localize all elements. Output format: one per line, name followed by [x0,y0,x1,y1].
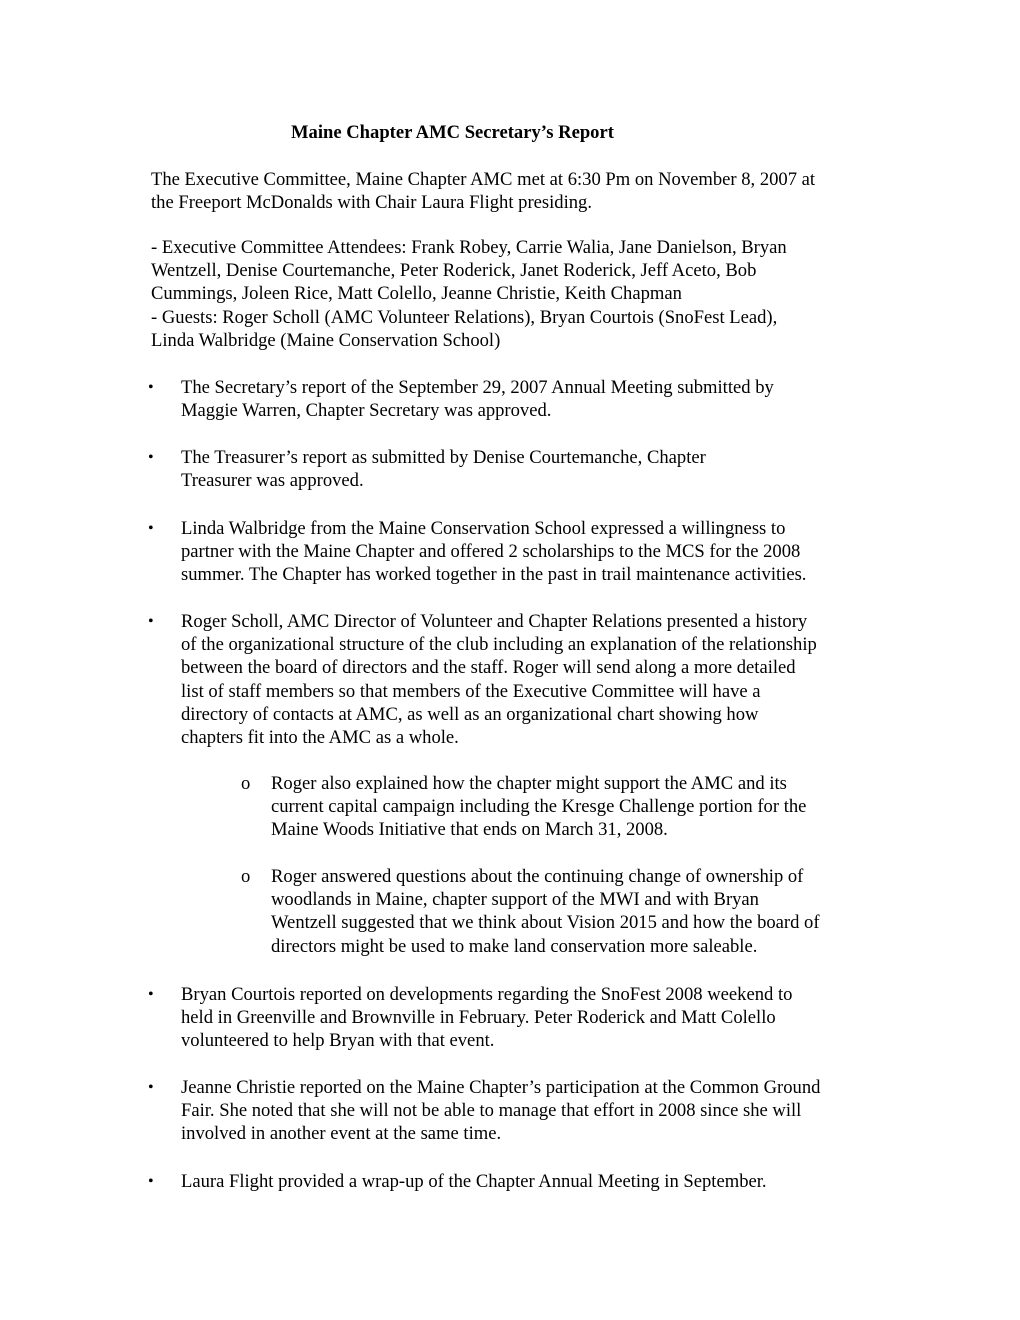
text-line: Roger Scholl, AMC Director of Volunteer and Chapter Relations presented a history [181,611,808,632]
text-line: partner with the Maine Chapter and offered 2 scholarships to the MCS for the 2008 [181,541,801,563]
sub-list-item [271,865,820,958]
text-line: Roger answered questions about the continuing change of ownership of [271,866,804,887]
text-line: Bryan Courtois reported on developments regarding the SnoFest 2008 weekend to [181,984,793,1005]
sub-bullet-icon: o [241,773,251,794]
text-line: list of staff members so that members of the Executive Committee will have a [181,680,761,702]
list-item [181,517,806,587]
bullet-icon: • [148,379,154,396]
bullet-icon: • [148,520,154,537]
attendees-paragraph [151,236,787,352]
sub-list-item [271,772,806,842]
text-line: - Executive Committee Attendees: Frank Robey, Carrie Walia, Jane Danielson, Bryan [151,237,787,258]
intro-paragraph [151,168,815,214]
text-line: directory of contacts at AMC, as well as an organizational chart showing how [181,703,759,725]
text-line: Cummings, Joleen Rice, Matt Colello, Jeanne Christie, Keith Chapman [151,283,682,305]
text-line: between the board of directors and the staff. Roger will send along a more detailed [181,657,796,679]
text-line: Jeanne Christie reported on the Maine Chapter’s participation at the Common Ground [181,1077,821,1098]
text-line: The Secretary’s report of the September 29, 2007 Annual Meeting submitted by [181,377,774,398]
text-line: The Treasurer’s report as submitted by Denise Courtemanche, Chapter [181,447,706,468]
list-item [181,610,817,749]
text-line: Linda Walbridge from the Maine Conservation School expressed a willingness to [181,518,786,539]
list-item [181,1170,767,1193]
text-line: chapters fit into the AMC as a whole. [181,727,459,749]
text-line: current capital campaign including the Kresge Challenge portion for the [271,796,807,818]
bullet-icon: • [148,1079,154,1096]
bullet-icon: • [148,449,154,466]
bullet-icon: • [148,613,154,630]
text-line: Wentzell suggested that we think about Vision 2015 and how the board of [271,912,820,934]
text-line: directors might be used to make land conservation more saleable. [271,935,758,957]
text-line: Wentzell, Denise Courtemanche, Peter Roderick, Janet Roderick, Jeff Aceto, Bob [151,260,757,282]
text-line: The Executive Committee, Maine Chapter AMC met at 6:30 Pm on November 8, 2007 at [151,169,816,190]
bullet-icon: • [148,986,154,1003]
list-item [181,446,706,492]
text-line: involved in another event at the same time. [181,1123,502,1145]
text-line: Maggie Warren, Chapter Secretary was approved. [181,400,552,422]
text-line: volunteered to help Bryan with that event. [181,1030,495,1052]
text-line: held in Greenville and Brownville in February. Peter Roderick and Matt Colello [181,1007,776,1029]
text-line: - Guests: Roger Scholl (AMC Volunteer Relations), Bryan Courtois (SnoFest Lead), [151,306,778,328]
text-line: Linda Walbridge (Maine Conservation School) [151,329,501,351]
page-title: Maine Chapter AMC Secretary’s Report [291,122,614,143]
text-line: of the organizational structure of the club including an explanation of the relationship [181,634,817,656]
text-line: woodlands in Maine, chapter support of the MWI and with Bryan [271,889,759,911]
text-line: Laura Flight provided a wrap-up of the Chapter Annual Meeting in September. [181,1171,767,1192]
text-line: Treasurer was approved. [181,470,364,492]
text-line: summer. The Chapter has worked together in the past in trail maintenance activities. [181,564,807,586]
text-line: Maine Woods Initiative that ends on March 31, 2008. [271,819,668,841]
bullet-icon: • [148,1173,154,1190]
sub-bullet-icon: o [241,866,251,887]
list-item [181,1076,820,1146]
text-line: Fair. She noted that she will not be able to manage that effort in 2008 since she will [181,1100,802,1122]
text-line: Roger also explained how the chapter might support the AMC and its [271,773,787,794]
list-item [181,983,792,1053]
list-item [181,376,774,422]
text-line: the Freeport McDonalds with Chair Laura Flight presiding. [151,192,593,214]
